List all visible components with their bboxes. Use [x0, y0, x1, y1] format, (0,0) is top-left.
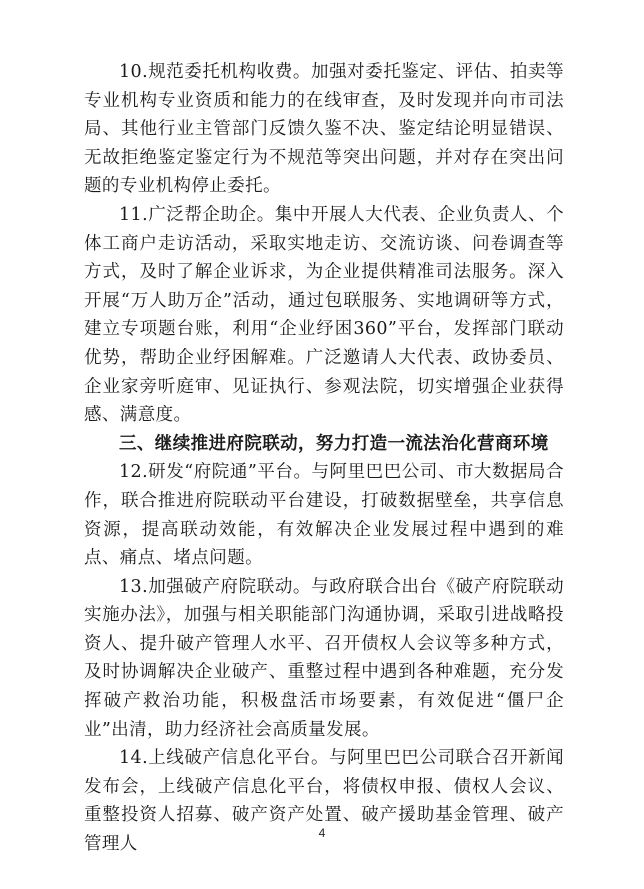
document-body — [84, 58, 564, 859]
paragraph-12-fuyuantong-platform: 12.研发“府院通”平台。与阿里巴巴公司、市大数据局合作，联合推进府院联动平台建设，打破数据壁垒，共享信息资源，提高联动效能，有效解决企业发展过程中遇到的难点、痛点、堵点问题。 — [84, 462, 564, 569]
paragraph-11-help-enterprises: 11.广泛帮企助企。集中开展人大代表、企业负责人、个体工商户走访活动，采取实地走访、交流访谈、问卷调查等方式，及时了解企业诉求，为企业提供精准司法服务。深入开展“万人助万企”活动，通过包联服务、实地调研等方式，建立专项题台账，利用“企业纾困360”平台，发挥部门联动优势，帮助企业纾困解难。广泛邀请人大代表、政协委员、企业家旁听庭审、见证执行、参观法院，切实增强企业获得感、满意度。 — [84, 204, 564, 426]
section-heading-3: 三、继续推进府院联动，努力打造一流法治化营商环境 — [119, 433, 549, 454]
paragraph-10-entrusted-institution-fees: 10.规范委托机构收费。加强对委托鉴定、评估、拍卖等专业机构专业资质和能力的在线审查，及时发现并向市司法局、其他行业主管部门反馈久鉴不决、鉴定结论明显错误、无故拒绝鉴定鉴定行为不规范等突出问题，并对存在突出问题的专业机构停止委托。 — [84, 62, 564, 197]
page-number: 4 — [318, 826, 326, 840]
paragraph-13-bankruptcy-linkage: 13.加强破产府院联动。与政府联合出台《破产府院联动实施办法》，加强与相关职能部门沟通协调，采取引进战略投资人、提升破产管理人水平、召开债权人会议等多种方式，及时协调解决企业破产、重整过程中遇到各种难题，充分发挥破产救治功能，积极盘活市场要素，有效促进“僵尸企业”出清，助力经济社会高质量发展。 — [84, 576, 564, 740]
paragraph-14-bankruptcy-platform: 14.上线破产信息化平台。与阿里巴巴公司联合召开新闻发布会，上线破产信息化平台，将债权申报、债权人会议、重整投资人招募、破产资产处置、破产援助基金管理、破产管理人 — [84, 748, 564, 855]
